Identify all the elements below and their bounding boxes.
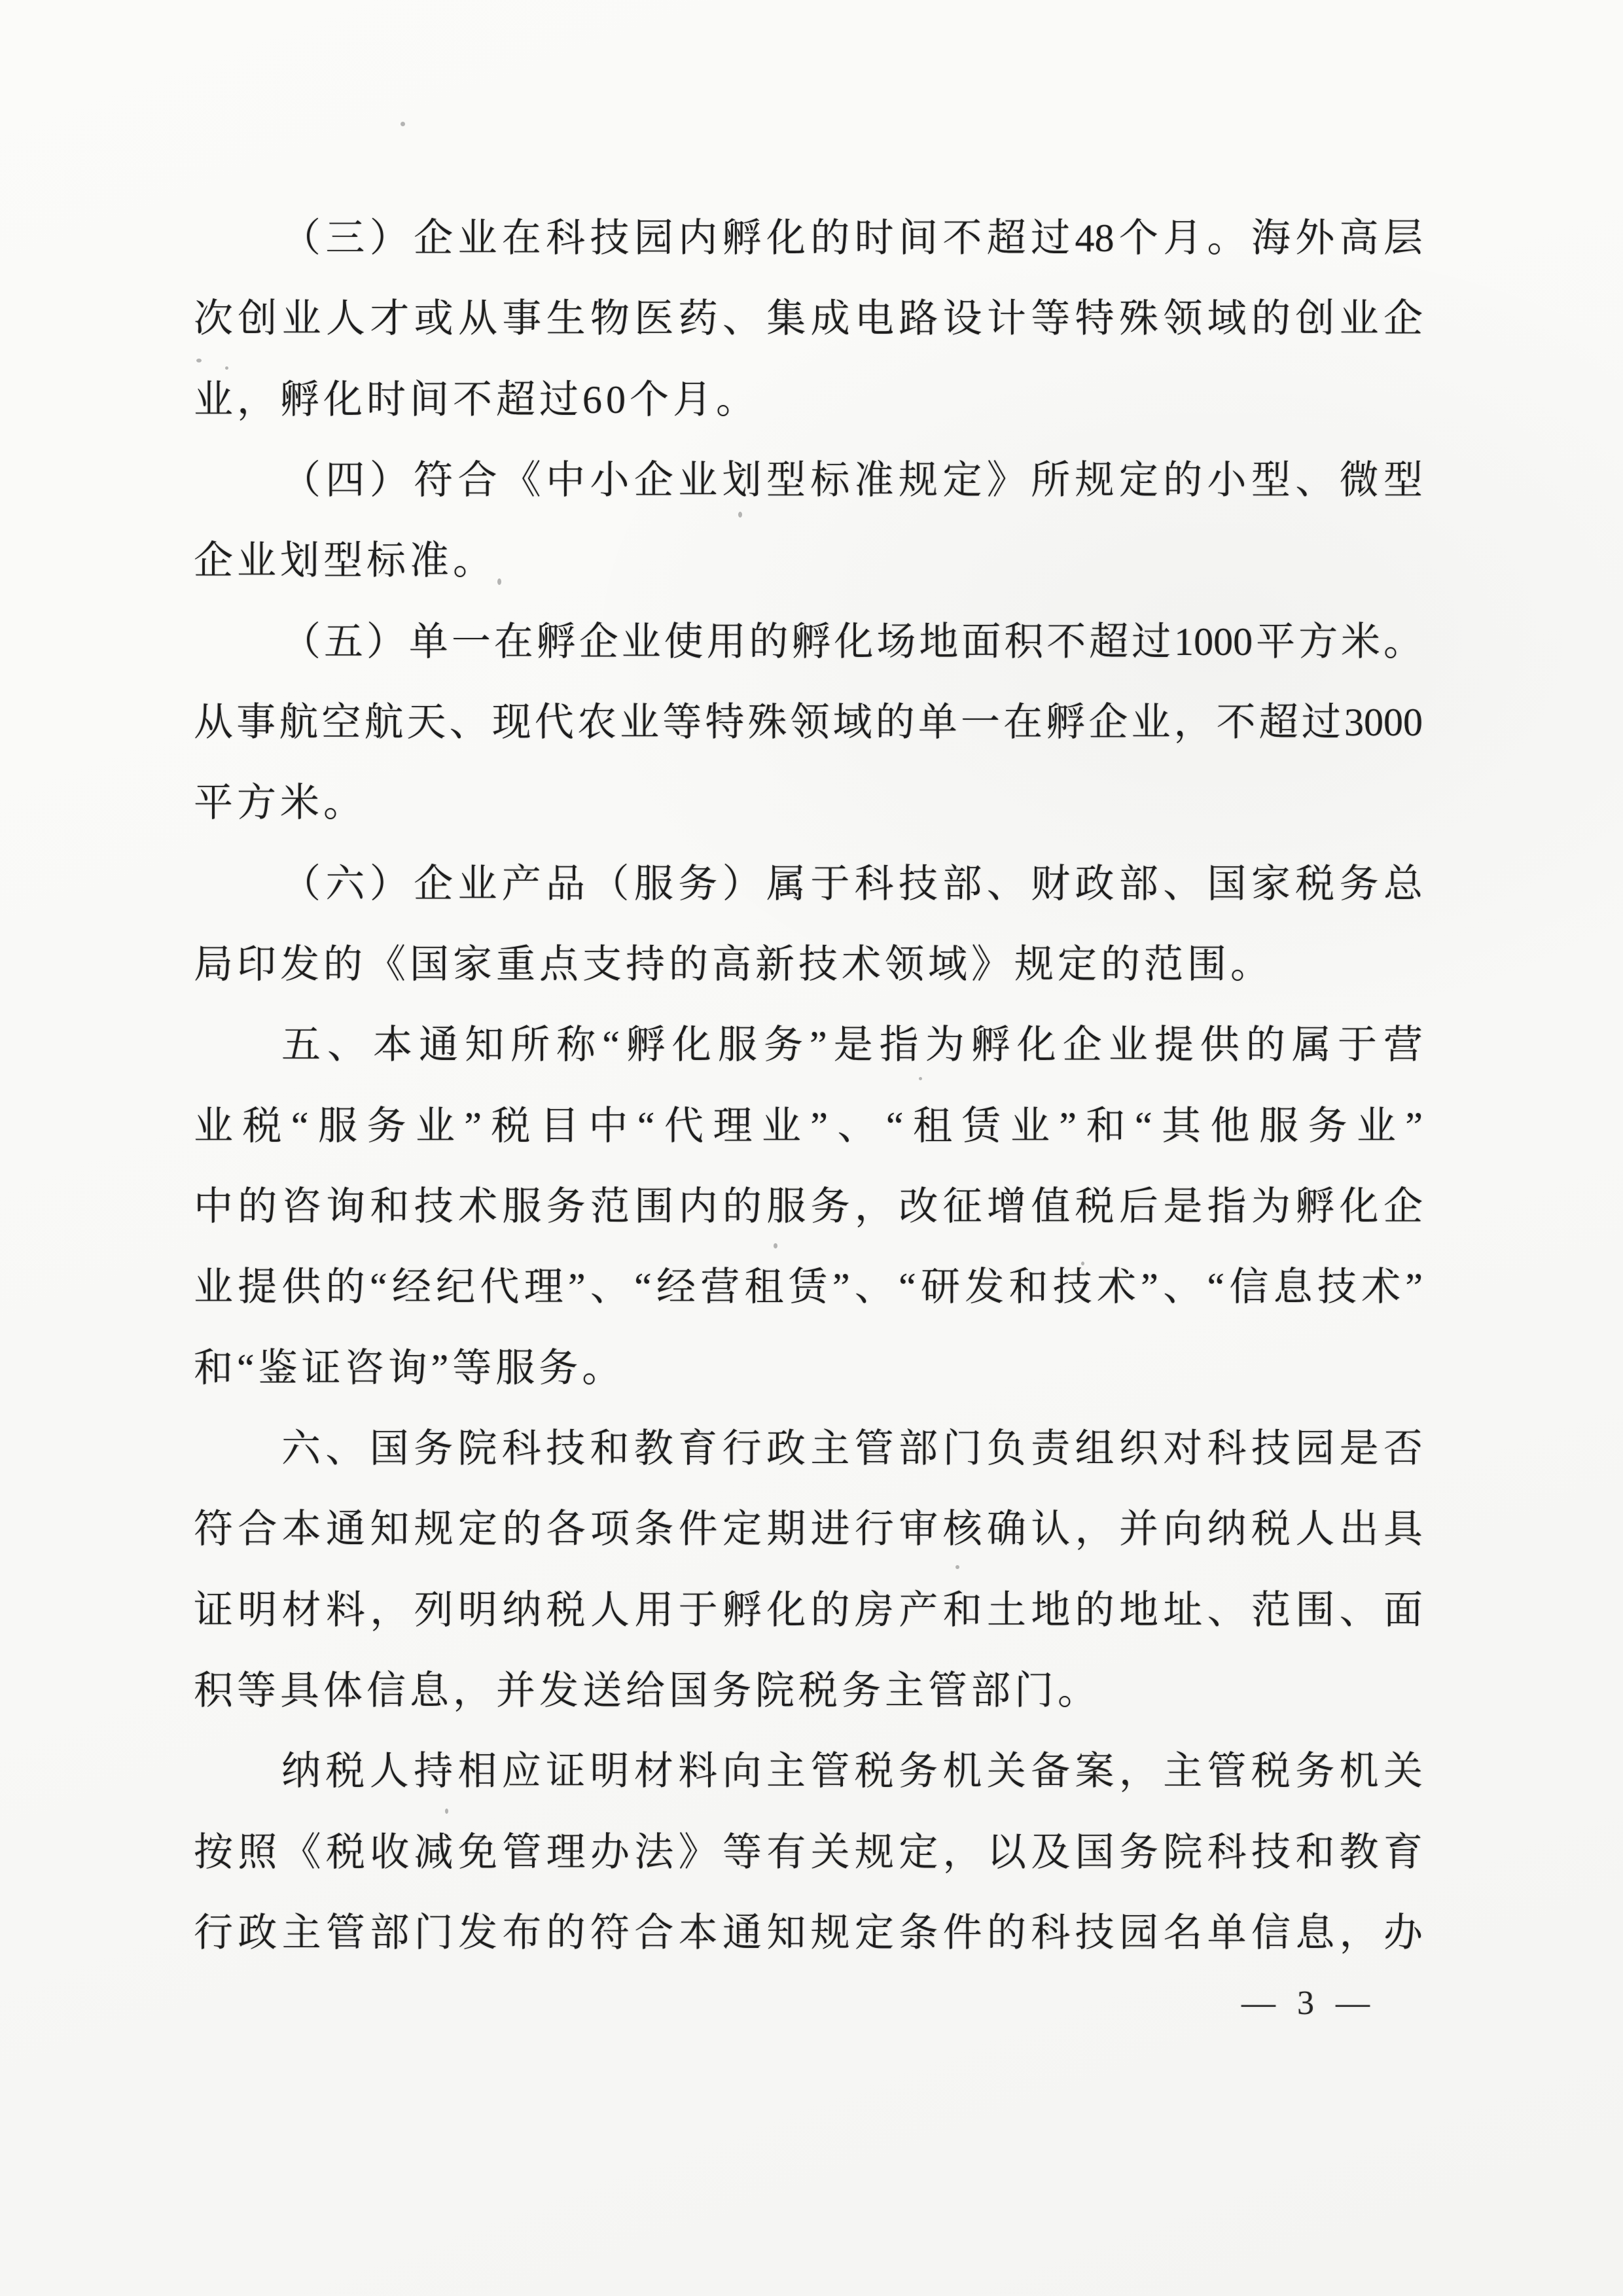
scan-speck-icon	[225, 366, 228, 370]
scan-speck-icon	[955, 1565, 959, 1569]
body-line: 符合本通知规定的各项条件定期进行审核确认，并向纳税人出具	[194, 1508, 1423, 1551]
page-number: — 3 —	[1241, 1985, 1376, 2022]
body-line: （三）企业在科技园内孵化的时间不超过48个月。海外高层	[281, 217, 1423, 260]
body-line: 次创业人才或从事生物医药、集成电路设计等特殊领域的创业企	[194, 297, 1423, 340]
body-line: 从事航空航天、现代农业等特殊领域的单一在孵企业，不超过3000	[194, 701, 1423, 744]
scan-speck-icon	[445, 1809, 448, 1814]
body-line: （四）符合《中小企业划型标准规定》所规定的小型、微型	[281, 459, 1423, 502]
body-line: 行政主管部门发布的符合本通知规定条件的科技园名单信息，办	[194, 1911, 1423, 1954]
body-line: 六、国务院科技和教育行政主管部门负责组织对科技园是否	[281, 1427, 1423, 1470]
scan-speck-icon	[196, 359, 202, 362]
body-line: 平方米。	[194, 781, 366, 824]
body-line: 五、本通知所称“孵化服务”是指为孵化企业提供的属于营	[281, 1023, 1423, 1067]
body-line: 企业划型标准。	[194, 539, 496, 582]
body-line: 证明材料，列明纳税人用于孵化的房产和土地的地址、范围、面	[194, 1589, 1423, 1632]
scan-speck-icon	[919, 1077, 922, 1080]
scan-speck-icon	[497, 578, 501, 585]
body-line: 纳税人持相应证明材料向主管税务机关备案，主管税务机关	[281, 1750, 1423, 1793]
scan-speck-icon	[401, 122, 405, 126]
body-line: 积等具体信息，并发送给国务院税务主管部门。	[194, 1669, 1101, 1712]
body-line: 和“鉴证咨询”等服务。	[194, 1347, 626, 1390]
body-line: 业提供的“经纪代理”、“经营租赁”、“研发和技术”、“信息技术”	[194, 1265, 1423, 1309]
scan-speck-icon	[738, 512, 742, 518]
body-line: 业税“服务业”税目中“代理业”、“租赁业”和“其他服务业”	[194, 1104, 1423, 1148]
scan-speck-icon	[774, 1243, 777, 1248]
body-line: 业，孵化时间不超过60个月。	[194, 378, 759, 421]
body-line: 局印发的《国家重点支持的高新技术领域》规定的范围。	[194, 943, 1274, 986]
body-line: 中的咨询和技术服务范围内的服务，改征增值税后是指为孵化企	[194, 1185, 1423, 1228]
scan-speck-icon	[1081, 1262, 1084, 1265]
body-line: （六）企业产品（服务）属于科技部、财政部、国家税务总	[281, 862, 1423, 906]
body-line: （五）单一在孵企业使用的孵化场地面积不超过1000平方米。	[281, 620, 1423, 663]
body-line: 按照《税收减免管理办法》等有关规定，以及国务院科技和教育	[194, 1831, 1423, 1874]
